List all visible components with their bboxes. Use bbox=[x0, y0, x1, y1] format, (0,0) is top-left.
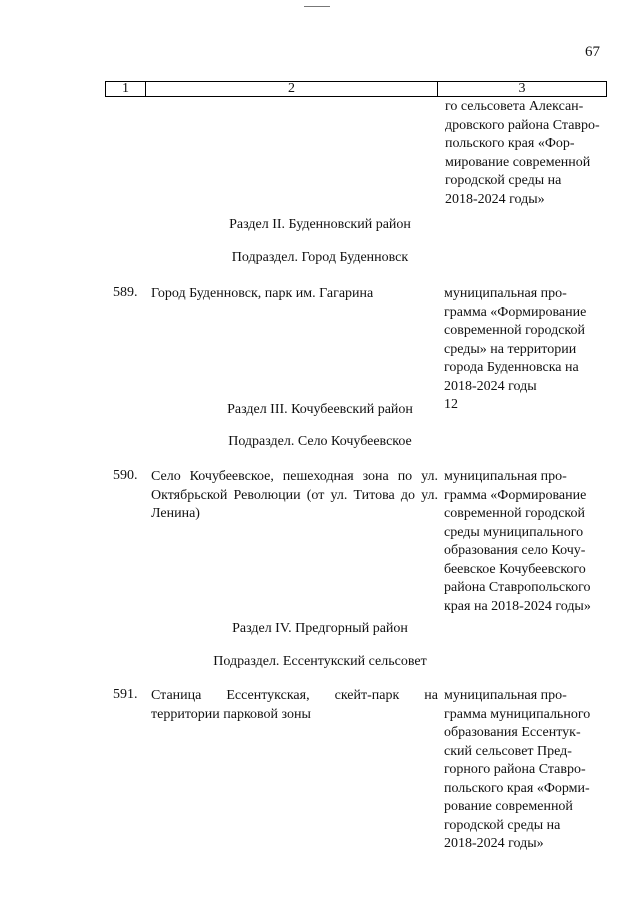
program-line: польского края «Фор- bbox=[445, 136, 575, 151]
program-line: беевское Кочубеевского bbox=[444, 561, 586, 577]
program-line: муниципальная про- bbox=[444, 286, 567, 301]
program-line: 12 bbox=[444, 397, 458, 412]
program-line: 2018-2024 годы» bbox=[444, 836, 544, 851]
entry-number: 591. bbox=[113, 687, 138, 702]
program-line: района Ставропольского bbox=[444, 580, 591, 595]
program-line: среды» на территории bbox=[444, 341, 577, 357]
entry-program bbox=[444, 468, 603, 616]
column-2-number: 2 bbox=[146, 82, 438, 96]
subsection-title: Подраздел. Ессентукский сельсовет bbox=[213, 654, 427, 669]
program-line: го сельсовета Алексан- bbox=[445, 99, 584, 114]
subsection-title: Подраздел. Село Кочубеевское bbox=[228, 434, 412, 449]
program-line: муниципальная про- bbox=[444, 469, 567, 484]
top-scan-mark bbox=[304, 6, 330, 7]
program-line: грамма муниципального bbox=[444, 706, 591, 722]
program-line: дровского района Ставро- bbox=[445, 117, 600, 133]
program-line: горного района Ставро- bbox=[444, 762, 586, 777]
section-title: Раздел IV. Предгорный район bbox=[232, 621, 408, 636]
column-number-header bbox=[105, 81, 607, 97]
entry-place: Станица Ессентукская, скейт-парк на территории парковой зоны bbox=[151, 688, 438, 722]
entry-program bbox=[444, 687, 603, 854]
section-title: Раздел II. Буденновский район bbox=[229, 217, 411, 232]
program-line: грамма «Формирование bbox=[444, 304, 587, 320]
column-3-number: 3 bbox=[518, 81, 526, 96]
program-line: образования село Кочу- bbox=[444, 543, 586, 558]
program-line: грамма «Формирование bbox=[444, 487, 587, 503]
program-line: современной городской bbox=[444, 506, 585, 521]
program-line: образования Ессентук- bbox=[444, 725, 581, 740]
entry-number: 589. bbox=[113, 285, 138, 300]
program-line: городской среды на bbox=[445, 173, 562, 188]
program-line: современной городской bbox=[444, 323, 585, 338]
program-line: города Буденновска на bbox=[444, 360, 579, 375]
program-line: городской среды на bbox=[444, 817, 561, 833]
program-line: польского края «Форми- bbox=[444, 780, 590, 796]
entry-place: Город Буденновск, парк им. Гагарина bbox=[151, 286, 374, 301]
column-1-number: 1 bbox=[106, 82, 146, 96]
section-title: Раздел III. Кочубеевский район bbox=[227, 402, 413, 417]
entry-number: 590. bbox=[113, 468, 138, 483]
program-line: мирование современной bbox=[445, 154, 591, 170]
program-line: среды муниципального bbox=[444, 524, 584, 540]
subsection-title: Подраздел. Город Буденновск bbox=[231, 250, 409, 265]
entry-place: Село Кочубеевское, пешеходная зона по ул. Октябрьской Революции (от ул. Титова до ул. Ленина) bbox=[151, 469, 438, 521]
program-line: 2018-2024 годы» bbox=[445, 191, 545, 207]
program-line: муниципальная про- bbox=[444, 688, 567, 703]
entry-program bbox=[444, 285, 603, 415]
program-line: 2018-2024 годы bbox=[444, 378, 537, 394]
program-line: ский сельсовет Пред- bbox=[444, 743, 572, 759]
continued-program-text bbox=[445, 98, 603, 209]
page-number: 67 bbox=[585, 44, 600, 60]
program-line: края на 2018-2024 годы» bbox=[444, 598, 591, 614]
program-line: рование современной bbox=[444, 799, 573, 814]
